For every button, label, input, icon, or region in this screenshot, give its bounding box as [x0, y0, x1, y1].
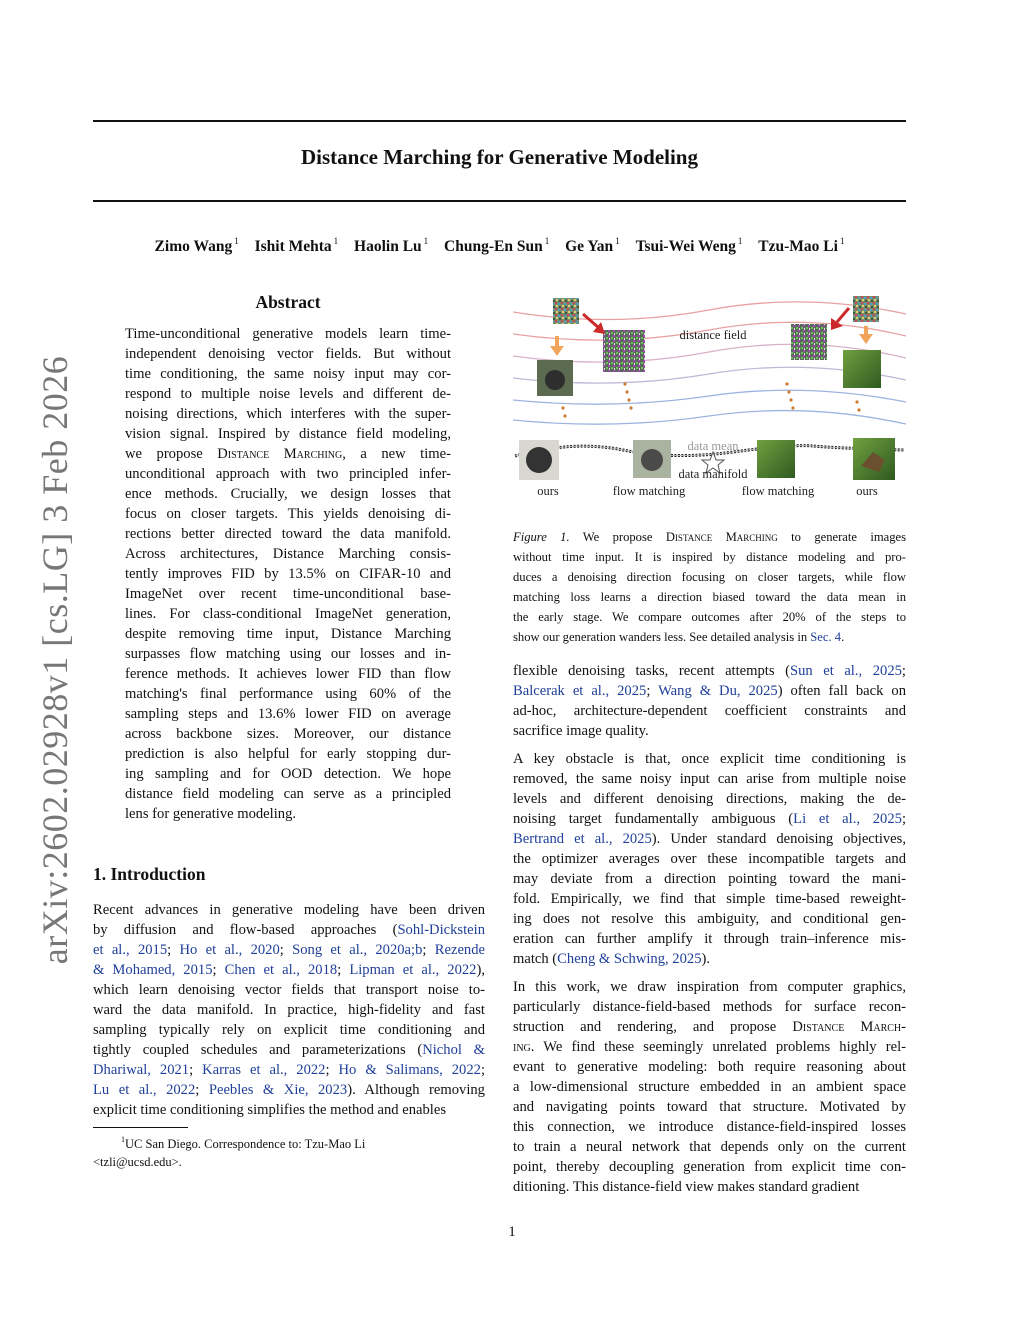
body-line: struction and rendering, and propose Distance March-: [513, 1019, 906, 1035]
citation-link[interactable]: Chen et al., 2018: [224, 962, 338, 978]
flow-matching-arrow-right: [831, 308, 849, 330]
intro-line: et al., 2015; Ho et al., 2020; Song et al., 2020a;b; Rezende: [93, 942, 485, 958]
abstract-paragraph: [125, 324, 451, 824]
caption-line: duces a denoising direction focusing on closer targets, while flow: [513, 570, 906, 584]
figure-1-illustration: [513, 290, 906, 502]
body-line: ad-hoc, architecture-dependent coefficient constraints and: [513, 703, 906, 719]
citation-link[interactable]: et al., 2015: [93, 942, 168, 958]
intro-line: explicit time conditioning simplifies the method and enables: [93, 1102, 447, 1118]
body-line: evant to generative modeling: both require reasoning about: [513, 1059, 906, 1075]
body-line: Bertrand et al., 2025). Under standard denoising objectives,: [513, 831, 906, 847]
intro-line: which learn denoising vector fields that transport noise to-: [93, 982, 485, 998]
author: Tzu-Mao Li $^1$: [758, 236, 845, 255]
body-line: to train a neural network that depends only on the current: [513, 1139, 906, 1155]
citation-link[interactable]: Sun et al., 2025: [789, 663, 902, 679]
intermediate-image-left-subject: [545, 370, 565, 390]
author: Ishit Mehta $^1$: [254, 236, 339, 255]
paper-title: Distance Marching for Generative Modeling: [301, 145, 698, 169]
body-line: ditioning. This distance-field view makes standard gradient: [513, 1179, 860, 1195]
footnote-rule: [93, 1127, 188, 1128]
abstract-line: respond to multiple noise levels and different de-: [125, 386, 451, 402]
abstract-line: lines. For class-conditional ImageNet generation,: [125, 606, 451, 622]
abstract-line: vision signal. Inspired by distance field modeling,: [125, 426, 451, 442]
body-line: match (Cheng & Schwing, 2025).: [513, 951, 711, 967]
intro-line: ward the data manifold. In practice, high-fidelity and fast: [93, 1002, 485, 1018]
generated-image-ours-left-subject: [526, 447, 552, 473]
abstract-line: ference methods. It achieves lower FID than flow: [125, 666, 451, 682]
abstract-line: ImageNet over recent time-unconditional base-: [125, 586, 451, 602]
abstract-line: despite removing time input, Distance Marching: [125, 626, 451, 642]
abstract-line: matching's final performance using 60% of the: [125, 686, 451, 702]
footnote-mark: 1: [121, 1135, 125, 1144]
abstract-line: time conditioning, the same noisy input may cor-: [125, 366, 451, 382]
intro-line: sampling typically rely on explicit time conditioning and: [93, 1022, 485, 1038]
label-data-manifold: data manifold: [678, 467, 748, 481]
citation-link[interactable]: Dhariwal, 2021: [93, 1062, 190, 1078]
citation-link[interactable]: Peebles & Xie, 2023: [208, 1082, 348, 1098]
citation-link[interactable]: Nichol &: [422, 1042, 485, 1058]
intermediate-image-right: [843, 350, 881, 388]
label-data-mean: data mean: [687, 439, 739, 453]
abstract-line: focus on closer targets. This yields denoising di-: [125, 506, 451, 522]
intro-line: Dhariwal, 2021; Karras et al., 2022; Ho & Salimans, 2022;: [93, 1062, 486, 1078]
generated-image-flow-right: [757, 440, 795, 478]
abstract-line: we propose Distance Marching, a new time-: [125, 446, 451, 462]
body-line: a low-dimensional structure embedded in an ambient space: [513, 1079, 906, 1095]
label-flow-matching-right: flow matching: [741, 484, 815, 498]
citation-link[interactable]: Bertrand et al., 2025: [513, 831, 652, 847]
body-line: fold. Empirically, we find that simple time-based reweight-: [513, 891, 906, 907]
author: Tsui-Wei Weng $^1$: [635, 236, 743, 255]
body-line: levels and different denoising directions, making the de-: [513, 791, 906, 807]
body-line: ing. We find these seemingly unrelated problems highly rel-: [513, 1039, 906, 1055]
abstract-line: across backbone sizes. Moreover, our distance: [125, 726, 451, 742]
body-line: this connection, we introduce distance-field-inspired losses: [513, 1119, 906, 1135]
body-line: the optimizer averages over these incompatible targets and: [513, 851, 906, 867]
abstract-line: tently improves FID by 13.5% on CIFAR-10 and: [125, 566, 451, 582]
footnote-line-2: <tzli@ucsd.edu>.: [93, 1155, 182, 1169]
body-line: In this work, we draw inspiration from computer graphics,: [513, 979, 906, 995]
label-ours-right: ours: [856, 484, 878, 498]
abstract-line: independent denoising vector fields. But without: [125, 346, 451, 362]
author: Zimo Wang $^1$: [154, 236, 239, 255]
generated-image-flow-left-subject: [641, 449, 663, 471]
intro-line: tightly coupled schedules and parameterizations (Nichol &: [93, 1042, 485, 1058]
body-line: A key obstacle is that, once explicit time conditioning is: [513, 751, 906, 767]
author: Ge Yan $^1$: [565, 236, 620, 255]
citation-link[interactable]: Rezende: [434, 942, 485, 958]
partially-denoised-image-left: [603, 330, 645, 372]
trajectory-dots: [561, 382, 860, 417]
intro-line: Lu et al., 2022; Peebles & Xie, 2023). Although removing: [93, 1082, 485, 1098]
body-line: sacrifice image quality.: [513, 723, 649, 739]
abstract-line: prediction is also helpful for early stopping dur-: [125, 746, 451, 762]
citation-link[interactable]: Sohl-Dickstein: [397, 922, 485, 938]
label-ours-left: ours: [537, 484, 559, 498]
caption-line: show our generation wanders less. See detailed analysis in Sec. 4.: [513, 630, 845, 644]
body-paragraph: [513, 977, 906, 1197]
body-line: eration can further amplify it through train–inference mis-: [513, 931, 906, 947]
abstract-line: Time-unconditional generative models learn time-: [125, 326, 451, 342]
abstract-line: noising directions, which interferes with the super-: [125, 406, 451, 422]
abstract-line: ing sampling and for OOD detection. We hope: [125, 766, 451, 782]
citation-link[interactable]: & Mohamed, 2015: [93, 962, 213, 978]
intro-paragraph: [93, 900, 485, 1120]
page-number: 1: [508, 1224, 516, 1240]
right-column-body: [513, 661, 906, 1197]
author-list: [93, 236, 906, 256]
author: Chung-En Sun $^1$: [444, 236, 550, 255]
citation-link[interactable]: Wang & Du, 2025: [658, 683, 778, 699]
caption-line: without time input. It is inspired by distance modeling and pro-: [513, 550, 906, 564]
title-rule-bottom: [93, 200, 906, 202]
citation-link[interactable]: Balcerak et al., 2025: [513, 683, 647, 699]
abstract-line: lens for generative modeling.: [125, 806, 297, 822]
footnote-line-1: $^1$UC San Diego. Correspondence to: Tzu-Mao Li: [121, 1135, 366, 1151]
label-flow-matching-left: flow matching: [612, 484, 686, 498]
body-line: ing does not resolve this ambiguity, and conditional gen-: [513, 911, 906, 927]
figure-1-caption: [513, 527, 906, 647]
body-line: point, thereby decoupling generation from explicit time con-: [513, 1159, 906, 1175]
citation-link[interactable]: Sec. 4: [810, 630, 842, 644]
citation-link[interactable]: Cheng & Schwing, 2025: [557, 951, 702, 967]
caption-paragraph: [513, 527, 906, 647]
section-heading-introduction: 1. Introduction: [93, 864, 206, 884]
partially-denoised-image-right: [791, 324, 827, 360]
citation-link[interactable]: Lipman et al., 2022: [349, 962, 477, 978]
citation-link[interactable]: Karras et al., 2022: [202, 1062, 326, 1078]
noisy-image-right: [853, 296, 879, 322]
caption-line: matching loss learns a direction biased toward the data mean in: [513, 590, 906, 604]
figure-1: [513, 290, 906, 502]
footnote: [93, 1131, 485, 1171]
abstract-heading: Abstract: [255, 292, 321, 312]
label-distance-field: distance field: [679, 328, 747, 342]
body-line: Balcerak et al., 2025; Wang & Du, 2025) often fall back on: [513, 683, 906, 699]
abstract-line: distance field modeling can serve as a principled: [125, 786, 451, 802]
body-line: removed, the same noisy input can arise from multiple noise: [513, 771, 906, 787]
body-line: noising target fundamentally ambiguous (Li et al., 2025;: [513, 811, 906, 827]
citation-link[interactable]: Lu et al., 2022: [93, 1082, 196, 1098]
title-rule-top: [93, 120, 906, 122]
body-line: flexible denoising tasks, recent attempts (Sun et al., 2025;: [513, 663, 906, 679]
body-line: and navigating points toward that structure. Motivated by: [513, 1099, 906, 1115]
caption-line: the early stage. We compare outcomes after 20% of the steps to: [513, 610, 906, 624]
noisy-image-left: [553, 298, 579, 324]
abstract-line: surpasses flow matching using our losses and in-: [125, 646, 451, 662]
abstract-line: ence methods. Crucially, we design losses that: [125, 486, 451, 502]
citation-link[interactable]: Li et al., 2025: [793, 811, 902, 827]
abstract-line: Across architectures, Distance Marching consis-: [125, 546, 451, 562]
body-paragraph: [513, 749, 906, 969]
intro-line: by diffusion and flow-based approaches (Sohl-Dickstein: [93, 922, 485, 938]
flow-matching-arrow-left: [583, 314, 605, 334]
abstract-line: sampling steps and 13.6% lower FID on average: [125, 706, 451, 722]
citation-link[interactable]: Ho et al., 2020: [179, 942, 280, 958]
introduction-body: [93, 900, 485, 1120]
abstract-body: [125, 324, 451, 824]
intro-line: Recent advances in generative modeling have been driven: [93, 902, 485, 918]
citation-link[interactable]: Ho & Salimans, 2022: [338, 1062, 481, 1078]
body-line: particularly distance-field-based methods for surface recon-: [513, 999, 906, 1015]
citation-link[interactable]: Song et al., 2020a;b: [292, 942, 423, 958]
abstract-line: unconditional approach with two principled infer-: [125, 466, 451, 482]
abstract-line: rections better directed toward the data manifold.: [125, 526, 451, 542]
arxiv-stamp: arXiv:2602.02928v1 [cs.LG] 3 Feb 2026: [35, 355, 75, 965]
intro-line: & Mohamed, 2015; Chen et al., 2018; Lipman et al., 2022),: [93, 962, 485, 978]
caption-line: Figure 1. We propose Distance Marching to generate images: [513, 530, 907, 544]
body-line: may deviate from a direction pointing toward the mani-: [513, 871, 906, 887]
author: Haolin Lu $^1$: [354, 236, 429, 255]
body-paragraph: [513, 661, 906, 741]
